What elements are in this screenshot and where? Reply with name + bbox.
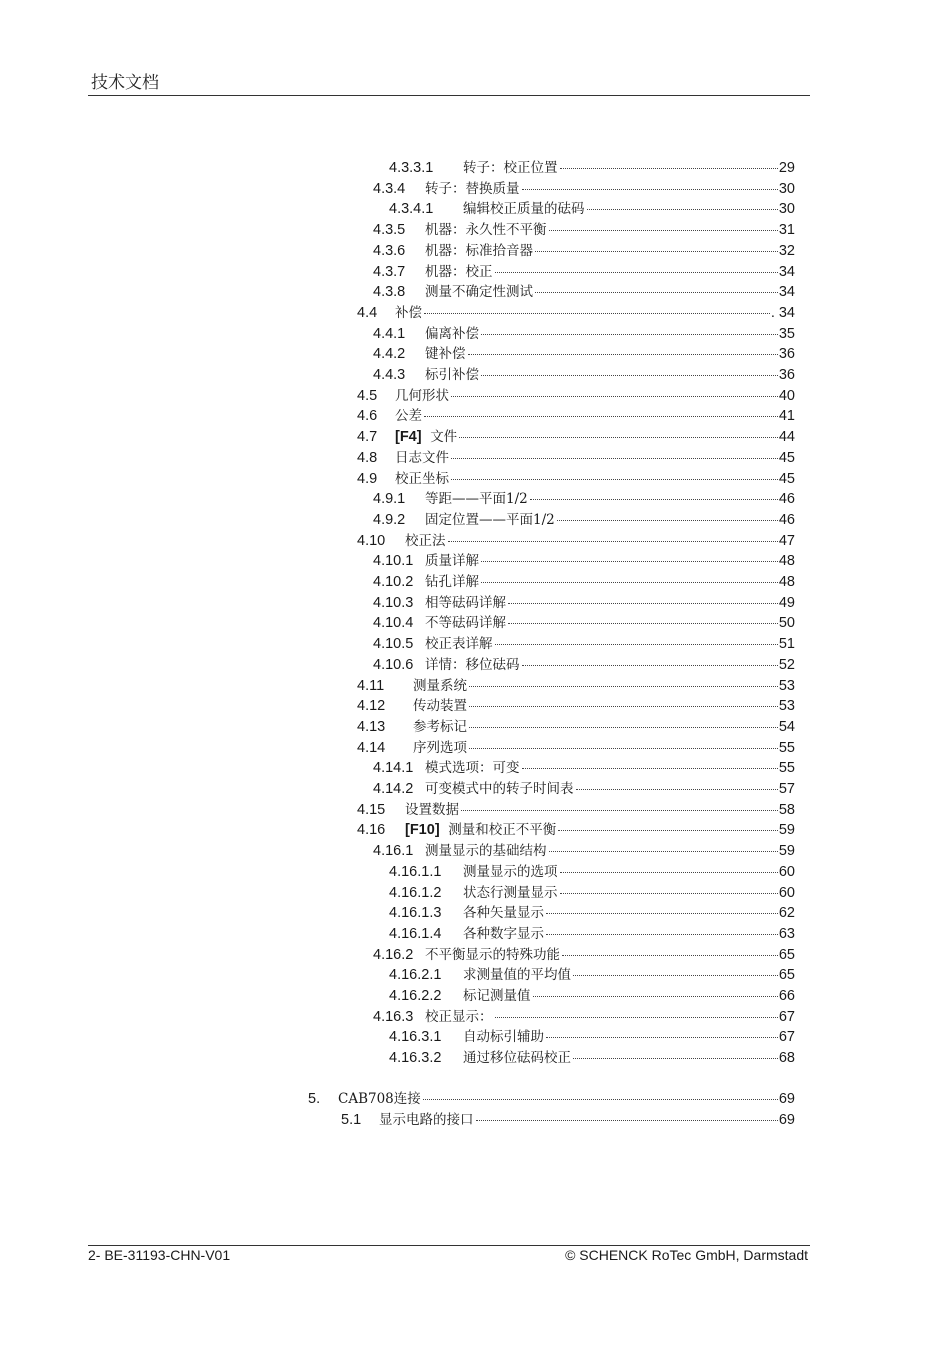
footer-copyright: © SCHENCK RoTec GmbH, Darmstadt [565,1247,808,1263]
toc-entry[interactable] [373,841,795,861]
toc-entry-number: 4.16.1.2 [389,884,442,901]
toc-entry-number: 4.7 [357,429,378,446]
toc-entry-title: 测量不确定性测试 [425,284,533,301]
toc-entry-page: 30 [778,201,795,218]
toc-entry-number: 4.10.6 [373,656,414,673]
toc-entry-title: 质量详解 [425,553,479,570]
toc-entry[interactable] [389,1027,795,1047]
toc-entry-number: 4.13 [357,718,386,735]
toc-leader-dots [533,996,778,997]
toc-leader-dots [573,1058,778,1059]
toc-entry-title: 显示电路的接口 [379,1111,474,1128]
toc-leader-dots [576,789,778,790]
toc-entry[interactable] [357,800,795,820]
toc-entry-page: 69 [778,1111,795,1128]
toc-entry-page: 34 [778,284,795,301]
toc-entry-number: 4.4.3 [373,367,406,383]
toc-leader-dots [461,810,778,811]
toc-entry-number: 4.3.4.1 [389,201,434,218]
toc-entry-page: 66 [778,988,795,1004]
toc-entry[interactable] [308,1089,795,1109]
toc-entry-number: 4.10.1 [373,553,414,570]
toc-leader-dots [469,748,778,749]
toc-entry-title: 自动标引辅助 [463,1029,544,1046]
toc-entry[interactable] [357,427,795,447]
toc-entry[interactable] [373,945,795,965]
toc-entry-number: 5. [308,1090,321,1107]
toc-leader-dots [451,458,778,459]
toc-entry-title: 日志文件 [395,449,449,466]
toc-entry-title: 测量系统 [413,677,467,694]
toc-entry[interactable] [357,386,795,406]
toc-entry-title: 求测量值的平均值 [463,967,571,984]
toc-entry-number: 4.16.3.2 [389,1050,442,1067]
toc-entry-number: 4.8 [357,449,378,466]
toc-entry-number: 4.10.4 [373,615,414,632]
toc-leader-dots [459,437,778,438]
toc-leader-dots [468,354,778,355]
toc-entry-page: 41 [778,408,795,425]
toc-entry[interactable] [373,1007,795,1027]
toc-entry-title: 转子：替换质量 [425,180,520,197]
document-header-title: 技术文档 [91,73,159,93]
toc-entry-title: 详情：移位砝码 [425,656,520,673]
toc-entry-title: 机器：永久性不平衡 [425,222,547,239]
toc-entry[interactable] [389,986,795,1006]
toc-entry-page: 48 [778,574,795,590]
toc-entry-number: 4.6 [357,408,378,425]
toc-entry[interactable] [389,1048,795,1068]
toc-leader-dots [587,209,778,210]
toc-entry-page: 48 [778,553,795,570]
toc-entry[interactable] [357,676,795,696]
toc-entry[interactable] [357,696,795,716]
toc-leader-dots [546,913,778,914]
toc-entry[interactable] [357,531,795,551]
toc-entry[interactable] [373,324,795,344]
toc-entry-title: 传动装置 [413,698,467,715]
toc-leader-dots [448,541,778,542]
toc-entry-page: 59 [778,822,795,839]
toc-leader-dots [549,230,778,231]
toc-entry-page: 47 [778,532,795,549]
toc-entry[interactable] [373,489,795,509]
toc-entry-number: 4.4 [357,304,378,321]
toc-entry[interactable] [373,510,795,530]
footer-document-id: 2- BE-31193-CHN-V01 [88,1247,231,1263]
toc-entry-number: 4.3.8 [373,284,406,301]
toc-entry-title: 测量显示的基础结构 [425,843,547,860]
toc-entry[interactable] [373,551,795,571]
toc-entry-number: 4.3.7 [373,263,406,280]
toc-leader-dots [508,623,778,624]
toc-entry-page: 65 [778,967,795,984]
toc-entry[interactable] [389,903,795,923]
toc-entry-title: 设置数据 [405,801,459,818]
toc-entry[interactable] [389,965,795,985]
toc-leader-dots [557,520,778,521]
toc-entry-number: 4.5 [357,387,378,404]
toc-entry-title: 状态行测量显示 [463,884,558,901]
toc-entry[interactable] [357,448,795,468]
toc-entry-page: 53 [778,698,795,715]
toc-entry-number: 4.9.2 [373,511,406,528]
toc-entry[interactable] [373,634,795,654]
toc-entry-title: 校正法 [405,532,446,549]
footer-rule [88,1245,810,1246]
toc-entry-number: 4.16 [357,822,386,839]
toc-entry-page: 54 [778,718,795,735]
toc-entry-number: 4.9 [357,470,378,487]
toc-entry-page: 46 [778,511,795,528]
toc-entry-number: 4.16.1.1 [389,863,442,880]
toc-entry-page: 29 [778,160,795,176]
toc-entry-page: 67 [778,1029,795,1046]
toc-entry-page: 58 [778,801,795,818]
toc-entry-number: 4.14.1 [373,760,414,777]
toc-entry-number: 4.4.2 [373,346,406,363]
toc-entry[interactable] [341,1110,795,1130]
toc-entry-title: 可变模式中的转子时间表 [425,781,574,797]
toc-entry-title: 参考标记 [413,718,467,735]
toc-entry[interactable] [373,241,795,261]
toc-entry-title: 机器：标准拾音器 [425,242,533,259]
toc-leader-dots [546,934,778,935]
toc-leader-dots [560,168,778,169]
toc-entry-title: 钻孔详解 [425,574,479,590]
toc-entry[interactable] [373,282,795,302]
toc-entry-number: 4.9.1 [373,491,406,508]
toc-entry-title: 等距——平面1/2 [425,491,528,508]
toc-entry-title: 校正表详解 [425,636,493,653]
toc-entry-number: 4.16.3.1 [389,1029,442,1046]
toc-entry-number: 5.1 [341,1111,362,1128]
toc-entry-page: 34 [778,263,795,280]
toc-entry-number: 4.10.5 [373,636,414,653]
toc-leader-dots [451,396,778,397]
toc-entry[interactable] [357,303,795,323]
toc-leader-dots [469,686,778,687]
toc-leader-dots [481,334,778,335]
toc-entry-title: 编辑校正质量的砝码 [463,201,585,218]
toc-entry[interactable] [373,179,795,199]
toc-entry-page: 62 [778,905,795,922]
toc-entry[interactable] [373,655,795,675]
toc-entry-number: 4.16.1 [373,843,414,860]
toc-entry-title: 校正显示： [425,1008,493,1025]
toc-entry-page: . 34 [770,304,795,321]
toc-entry[interactable] [357,469,795,489]
toc-entry-page: 45 [778,449,795,466]
toc-leader-dots [495,272,778,273]
toc-leader-dots [522,768,778,769]
toc-entry-title: 标引补偿 [425,367,479,383]
toc-entry-page: 59 [778,843,795,860]
toc-entry-number: 4.3.5 [373,222,406,239]
toc-entry[interactable] [373,613,795,633]
toc-entry-number: 4.16.2 [373,946,414,963]
toc-leader-dots [481,582,778,583]
toc-entry-page: 35 [778,325,795,342]
toc-entry-number: 4.16.1.3 [389,905,442,922]
toc-entry-page: 50 [778,615,795,632]
toc-entry-page: 60 [778,863,795,880]
toc-entry-page: 52 [778,656,795,673]
toc-leader-dots [530,499,778,500]
toc-leader-dots [560,872,778,873]
toc-entry-title: 键补偿 [425,346,466,363]
toc-entry-number: 4.10 [357,532,386,549]
toc-entry[interactable] [373,593,795,613]
toc-entry[interactable] [389,883,795,903]
toc-entry-title: 模式选项：可变 [425,760,520,777]
toc-entry-number: 4.12 [357,698,386,715]
toc-entry-page: 63 [778,925,795,942]
toc-entry[interactable] [373,344,795,364]
toc-entry-title: 相等砝码详解 [425,594,506,611]
toc-entry[interactable] [389,199,795,219]
toc-leader-dots [451,479,778,480]
toc-entry-page: 67 [778,1008,795,1025]
toc-entry-title: CAB708连接 [338,1090,421,1107]
toc-entry[interactable] [357,406,795,426]
toc-entry-page: 30 [778,180,795,197]
toc-leader-dots [481,561,778,562]
toc-entry-key-label: [F4] [395,429,422,446]
toc-entry-number: 4.3.6 [373,242,406,259]
toc-entry[interactable] [357,738,795,758]
toc-entry-page: 31 [778,222,795,239]
toc-leader-dots [469,706,778,707]
toc-entry[interactable] [373,779,795,799]
toc-entry-title: 不等砝码详解 [425,615,506,632]
toc-entry-number: 4.3.3.1 [389,160,434,176]
toc-entry-page: 51 [778,636,795,653]
toc-entry-title: 公差 [395,408,422,425]
toc-leader-dots [573,975,778,976]
toc-entry-number: 4.16.2.2 [389,988,442,1004]
toc-entry-page: 55 [778,739,795,756]
toc-entry-key-label: [F10] [405,822,440,839]
toc-entry-title: 校正坐标 [395,470,449,487]
toc-entry-page: 36 [778,346,795,363]
toc-entry-number: 4.14 [357,739,386,756]
toc-entry-number: 4.10.2 [373,574,414,590]
toc-entry-title: 不平衡显示的特殊功能 [425,946,560,963]
toc-leader-dots [495,1017,778,1018]
toc-entry[interactable] [389,924,795,944]
toc-leader-dots [476,1120,778,1121]
toc-entry-title: 测量显示的选项 [463,863,558,880]
toc-leader-dots [549,851,778,852]
toc-entry-title: 固定位置——平面1/2 [425,511,555,528]
toc-entry-page: 49 [778,594,795,611]
toc-entry-title [395,427,457,447]
toc-leader-dots [495,644,778,645]
toc-entry-title-text: 文件 [430,429,458,446]
toc-leader-dots [558,830,778,831]
toc-entry-number: 4.15 [357,801,386,818]
toc-entry-page: 69 [778,1090,795,1107]
toc-leader-dots [423,1099,778,1100]
toc-entry-page: 32 [778,242,795,259]
toc-entry-page: 60 [778,884,795,901]
toc-leader-dots [546,1037,778,1038]
toc-entry[interactable] [389,862,795,882]
toc-entry-number: 4.14.2 [373,781,414,797]
toc-leader-dots [535,251,778,252]
toc-entry[interactable] [373,572,795,592]
toc-entry[interactable] [373,220,795,240]
toc-entry-title [405,820,556,840]
toc-entry-number: 4.4.1 [373,325,406,342]
toc-entry-page: 53 [778,677,795,694]
toc-leader-dots [562,955,778,956]
toc-entry-title: 偏离补偿 [425,325,479,342]
toc-entry-title: 几何形状 [395,387,449,404]
toc-entry-title: 各种矢量显示 [463,905,544,922]
toc-leader-dots [424,416,778,417]
toc-leader-dots [535,292,778,293]
toc-entry-title: 序列选项 [413,739,467,756]
toc-entry-title: 转子：校正位置 [463,160,558,176]
toc-entry-title: 各种数字显示 [463,925,544,942]
toc-entry[interactable] [373,365,795,385]
toc-entry-page: 36 [778,367,795,383]
toc-entry-number: 4.3.4 [373,180,406,197]
toc-entry-page: 45 [778,470,795,487]
toc-entry-page: 57 [778,781,795,797]
toc-entry-number: 4.16.3 [373,1008,414,1025]
toc-leader-dots [508,603,778,604]
toc-entry[interactable] [357,820,795,840]
toc-entry-page: 68 [778,1050,795,1067]
toc-leader-dots [469,727,778,728]
toc-entry-number: 4.11 [357,677,385,694]
toc-entry-page: 44 [778,429,795,446]
toc-leader-dots [522,665,778,666]
toc-entry-title-text: 测量和校正不平衡 [448,822,557,839]
toc-entry-page: 65 [778,946,795,963]
toc-entry-number: 4.10.3 [373,594,414,611]
toc-leader-dots [481,375,778,376]
toc-entry[interactable] [389,158,795,178]
toc-entry-page: 55 [778,760,795,777]
toc-leader-dots [560,893,778,894]
toc-entry-title: 机器：校正 [425,263,493,280]
toc-entry-number: 4.16.1.4 [389,925,442,942]
toc-entry-number: 4.16.2.1 [389,967,442,984]
toc-entry-title: 通过移位砝码校正 [463,1050,571,1067]
toc-entry[interactable] [373,758,795,778]
toc-entry[interactable] [357,717,795,737]
toc-entry[interactable] [373,262,795,282]
toc-leader-dots [522,189,778,190]
toc-entry-page: 40 [778,387,795,404]
toc-entry-title: 标记测量值 [463,988,531,1004]
header-rule [88,95,810,96]
toc-entry-page: 46 [778,491,795,508]
toc-entry-title: 补偿 [395,304,422,321]
toc-leader-dots [424,313,770,314]
